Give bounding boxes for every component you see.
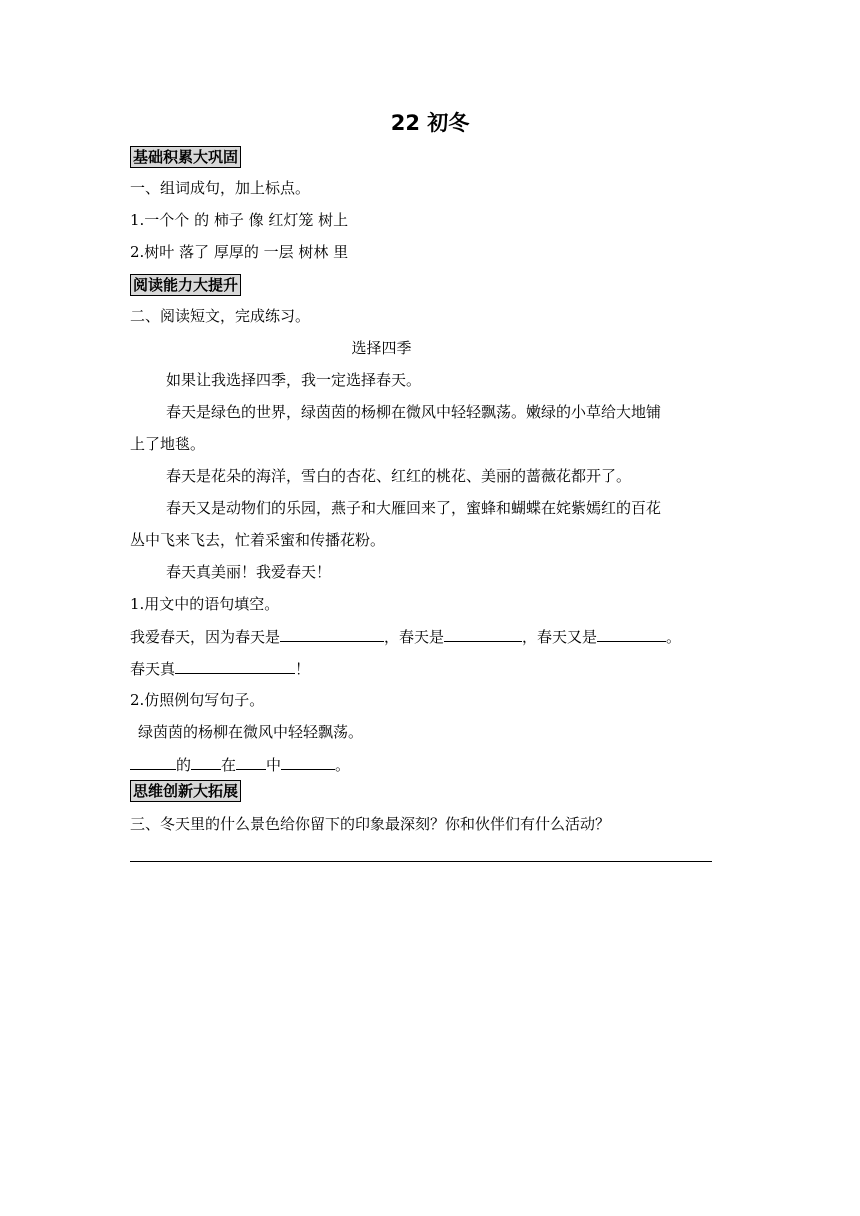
subquestion-1-fill-line-1 (130, 626, 681, 647)
answer-blank[interactable] (597, 626, 666, 642)
fill-text: 。 (666, 628, 682, 646)
section-header-basic: 基础积累大巩固 (130, 146, 241, 168)
passage-paragraph-4-line-2: 丛中飞来飞去，忙着采蜜和传播花粉。 (130, 531, 386, 549)
passage-paragraph-5: 春天真美丽！我爱春天！ (166, 563, 332, 581)
example-sentence: 绿茵茵的杨柳在微风中轻轻飘荡。 (138, 723, 364, 741)
passage-paragraph-2-line-2: 上了地毯。 (130, 435, 206, 453)
answer-blank[interactable] (280, 626, 384, 642)
section-header-reading: 阅读能力大提升 (130, 274, 241, 296)
passage-title: 选择四季 (351, 339, 412, 357)
section-header-creative: 思维创新大拓展 (130, 780, 241, 802)
fill-text: ！ (295, 660, 311, 678)
question-2-heading: 二、阅读短文，完成练习。 (130, 307, 311, 325)
fill-text: ，春天又是 (522, 628, 598, 646)
page-title: 22 初冬 (390, 111, 470, 135)
subquestion-2-label: 2.仿照例句写句子。 (130, 691, 265, 709)
fill-text: 我爱春天，因为春天是 (130, 628, 281, 646)
passage-paragraph-1: 如果让我选择四季，我一定选择春天。 (166, 371, 422, 389)
passage-paragraph-3: 春天是花朵的海洋，雪白的杏花、红红的桃花、美丽的蔷薇花都开了。 (166, 467, 632, 485)
fill-text: 春天真 (130, 660, 176, 678)
subquestion-2-fill-line (130, 754, 350, 775)
answer-blank[interactable] (236, 754, 266, 770)
question-1-item-2: 2.树叶 落了 厚厚的 一层 树林 里 (130, 243, 349, 261)
passage-paragraph-4-line-1: 春天又是动物们的乐园，燕子和大雁回来了，蜜蜂和蝴蝶在姹紫嫣红的百花 (166, 499, 662, 517)
question-1-item-1: 1.一个个 的 柿子 像 红灯笼 树上 (130, 211, 349, 229)
fill-text: 在 (221, 756, 237, 774)
question-3-heading: 三、冬天里的什么景色给你留下的印象最深刻？你和伙伴们有什么活动？ (130, 815, 611, 833)
answer-blank[interactable] (191, 754, 221, 770)
answer-blank[interactable] (130, 754, 176, 770)
fill-text: 的 (176, 756, 192, 774)
answer-line[interactable] (130, 861, 712, 862)
fill-text: 。 (335, 756, 351, 774)
fill-text: 中 (266, 756, 282, 774)
question-1-heading: 一、组词成句，加上标点。 (130, 179, 311, 197)
fill-text: ，春天是 (384, 628, 445, 646)
subquestion-1-label: 1.用文中的语句填空。 (130, 595, 280, 613)
answer-blank[interactable] (444, 626, 522, 642)
passage-paragraph-2-line-1: 春天是绿色的世界，绿茵茵的杨柳在微风中轻轻飘荡。嫩绿的小草给大地铺 (166, 403, 662, 421)
answer-blank[interactable] (281, 754, 335, 770)
answer-blank[interactable] (175, 658, 295, 674)
subquestion-1-fill-line-2 (130, 658, 310, 679)
